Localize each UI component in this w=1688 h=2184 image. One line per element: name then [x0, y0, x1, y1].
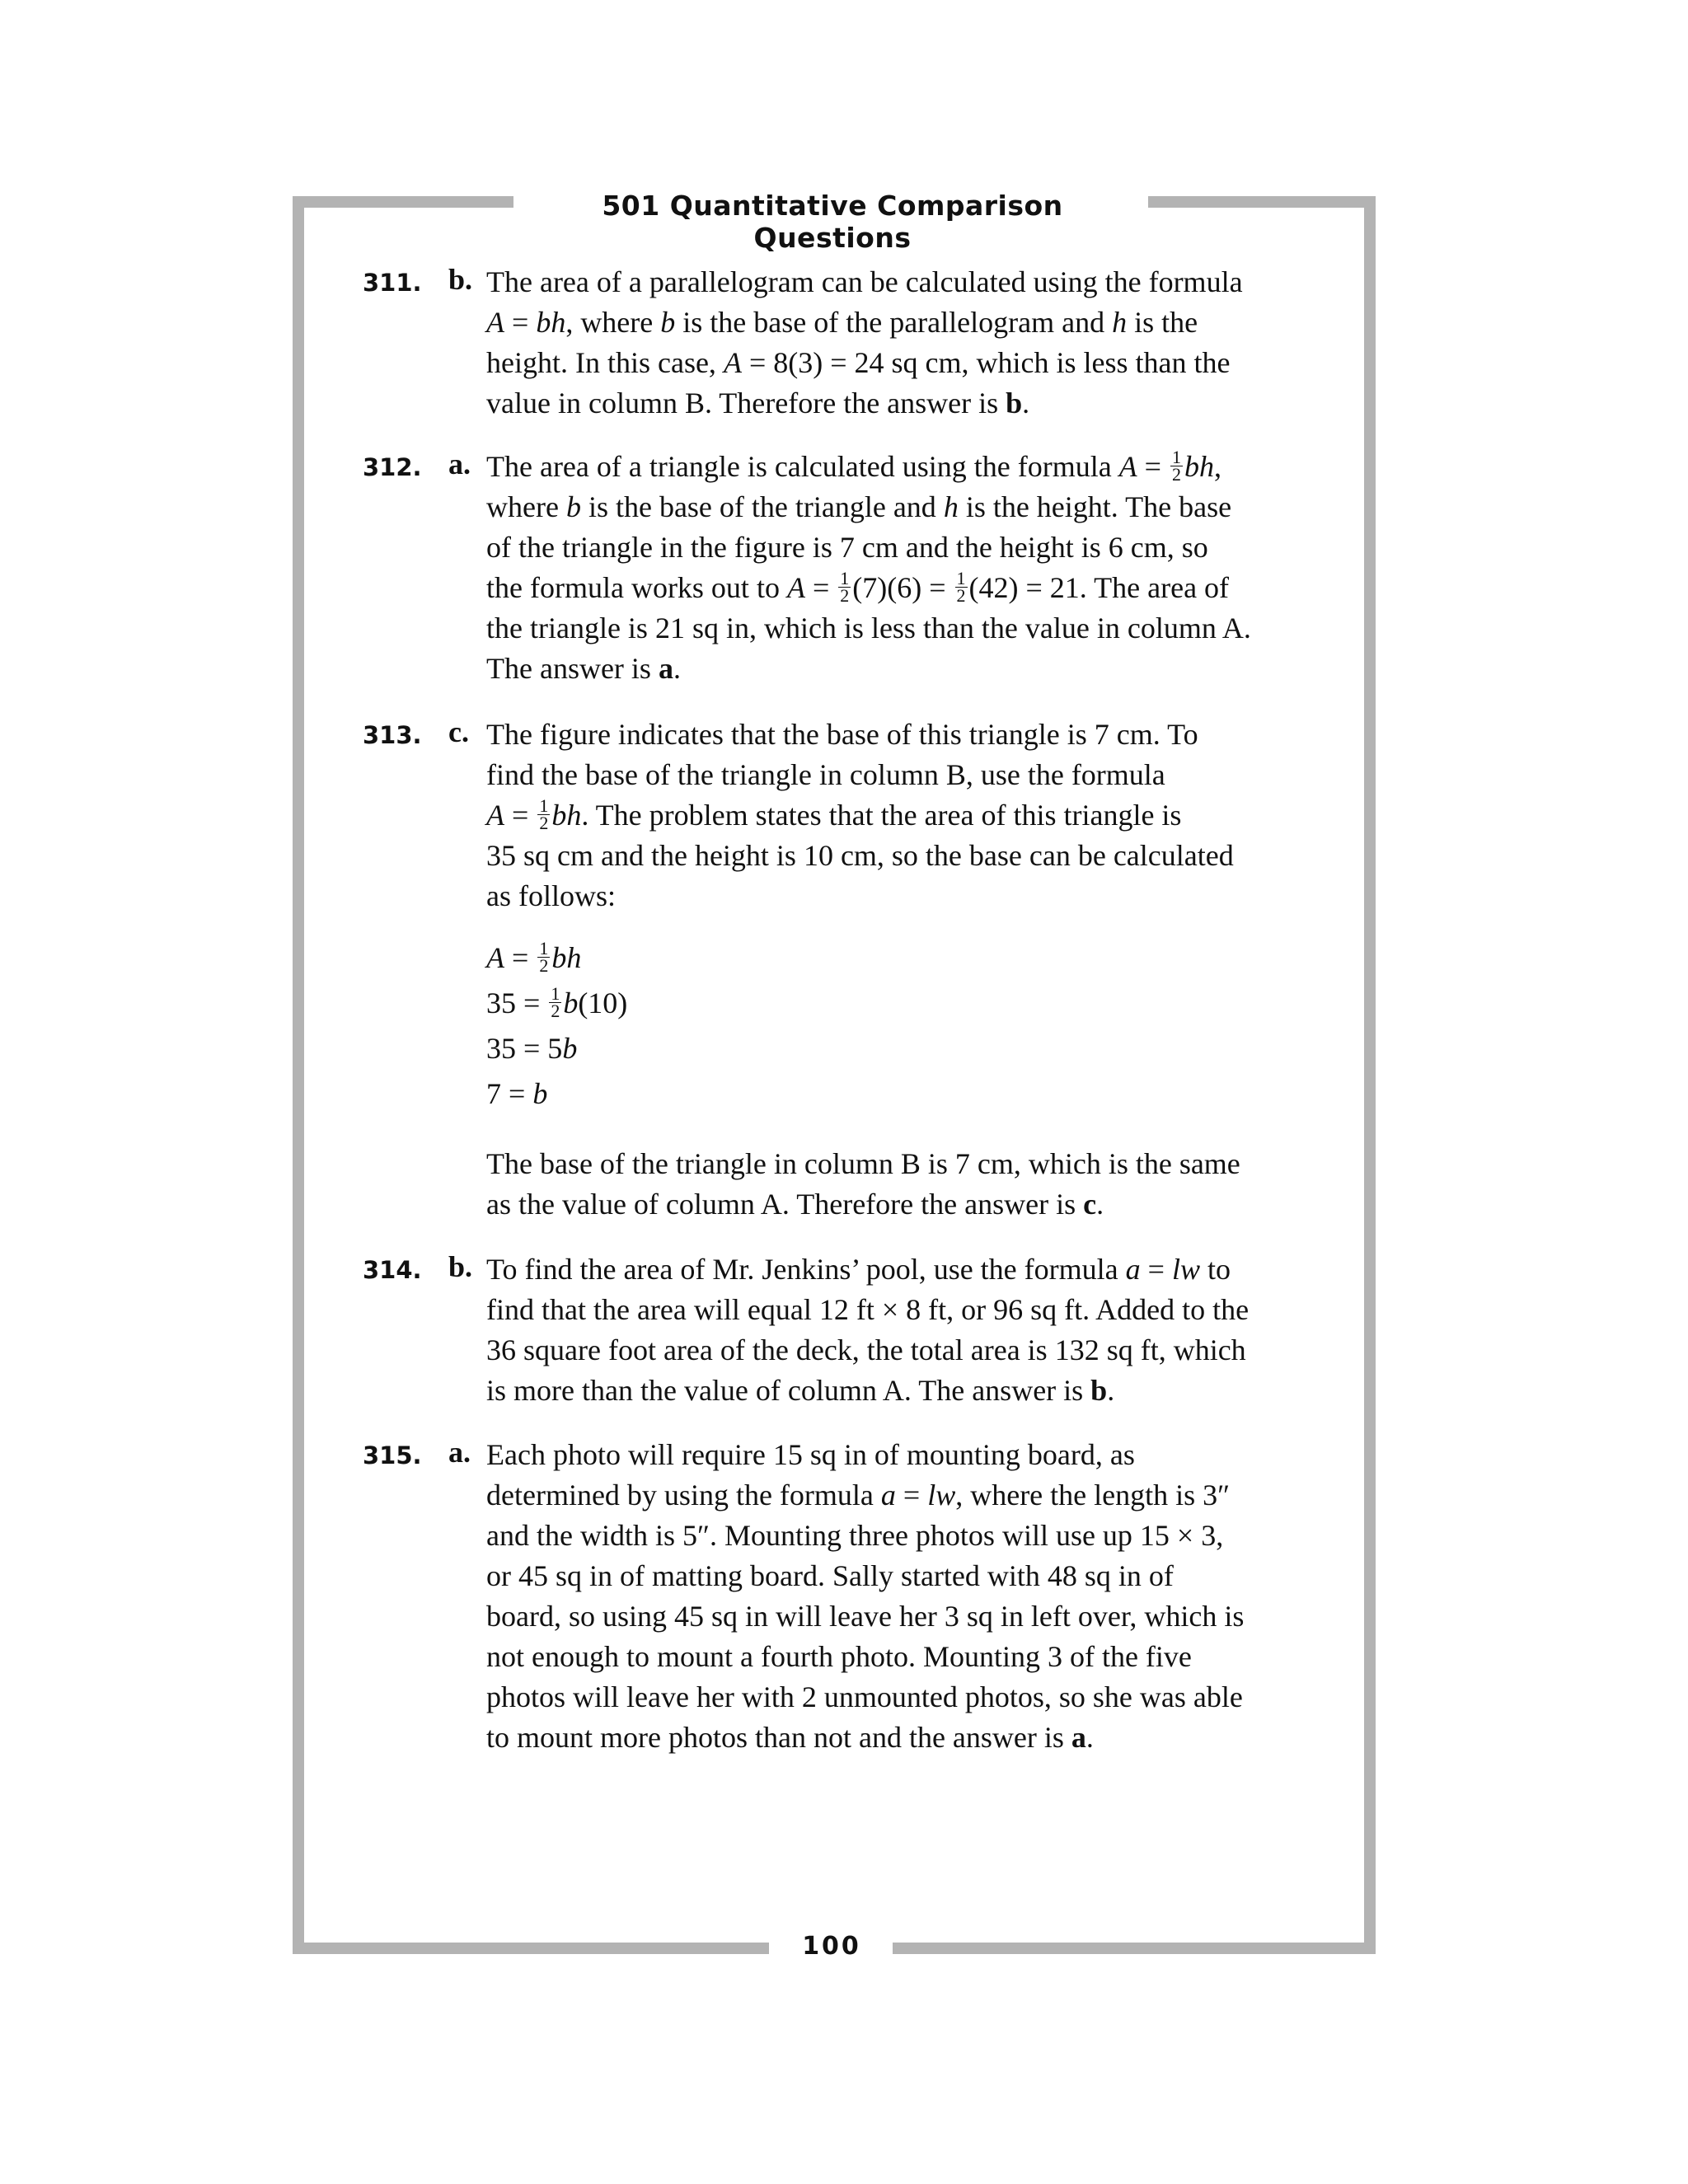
- answer-explanation-313: [486, 715, 1311, 916]
- answer-letter: c.: [448, 715, 469, 748]
- question-number: 313.: [363, 721, 422, 749]
- frame-top-right-border: [1148, 196, 1376, 208]
- question-number: 312.: [363, 453, 422, 481]
- answer-letter: a.: [448, 448, 471, 480]
- frame-bottom-left-border: [293, 1943, 769, 1954]
- text-line: where b is the base of the triangle and h is the height. The base: [486, 490, 1232, 523]
- equation-line: 7 = b: [486, 1077, 548, 1110]
- text-line: as the value of column A. Therefore the answer is c.: [486, 1188, 1104, 1221]
- frame-right-border: [1364, 196, 1376, 1954]
- fraction-one-half: $\frac{1}{2}$: [539, 795, 549, 834]
- answer-letter: a.: [448, 1436, 471, 1469]
- equation-line: 35 = 5b: [486, 1032, 578, 1065]
- text-line: and the width is 5″. Mounting three photos will use up 15 × 3,: [486, 1519, 1224, 1552]
- text-line: board, so using 45 sq in will leave her 3 sq in left over, which is: [486, 1600, 1245, 1633]
- text-line: determined by using the formula a = lw, where the length is 3″: [486, 1479, 1231, 1511]
- text-line: to mount more photos than not and the answer is a.: [486, 1721, 1094, 1754]
- page-number: 100: [802, 1932, 861, 1961]
- text-line: is more than the value of column A. The answer is b.: [486, 1374, 1115, 1407]
- text-line: the formula works out to A = $\frac{1}{2}$ (7)(6) = $\frac{1}{2}$ (42) = 21. The area of: [486, 568, 1230, 607]
- answer-explanation-314: [486, 1249, 1311, 1411]
- text-line: of the triangle in the figure is 7 cm and the height is 6 cm, so: [486, 531, 1208, 564]
- text-line: To find the area of Mr. Jenkins’ pool, use the formula a = lw to: [486, 1253, 1231, 1286]
- answer-explanation-312: [486, 447, 1311, 689]
- equation-block: [486, 935, 1311, 1117]
- frame-bottom-right-border: [893, 1943, 1376, 1954]
- equation-line: A = $\frac{1}{2}$ bh: [486, 938, 582, 977]
- text-line: A = bh, where b is the base of the parallelogram and h is the: [486, 306, 1198, 339]
- frame-top-left-border: [293, 196, 513, 208]
- question-number: 315.: [363, 1441, 422, 1469]
- text-line: 35 sq cm and the height is 10 cm, so the base can be calculated: [486, 839, 1234, 872]
- text-line: the triangle is 21 sq in, which is less than the value in column A.: [486, 612, 1251, 644]
- frame-left-border: [293, 196, 304, 1954]
- answer-explanation-315: [486, 1435, 1311, 1758]
- answer-conclusion-313: [486, 1144, 1311, 1225]
- running-header: 501 Quantitative Comparison Questions: [602, 190, 1063, 254]
- answer-letter: b.: [448, 263, 473, 296]
- fraction-one-half: $\frac{1}{2}$: [840, 568, 850, 607]
- text-line: The answer is a.: [486, 652, 681, 685]
- text-line: Each photo will require 15 sq in of mounting board, as: [486, 1438, 1135, 1471]
- answer-explanation-311: [486, 262, 1311, 424]
- equation-line: 35 = $\frac{1}{2}$ b(10): [486, 983, 628, 1022]
- text-line: photos will leave her with 2 unmounted photos, so she was able: [486, 1680, 1243, 1713]
- text-line: not enough to mount a fourth photo. Mounting 3 of the five: [486, 1640, 1192, 1673]
- question-number: 314.: [363, 1256, 422, 1284]
- text-line: or 45 sq in of matting board. Sally started with 48 sq in of: [486, 1559, 1174, 1592]
- text-line: value in column B. Therefore the answer is b.: [486, 387, 1030, 419]
- fraction-one-half: $\frac{1}{2}$: [1171, 447, 1181, 485]
- text-line: height. In this case, A = 8(3) = 24 sq cm, which is less than the: [486, 346, 1231, 379]
- text-line: The figure indicates that the base of this triangle is 7 cm. To: [486, 718, 1198, 751]
- text-line: A = $\frac{1}{2}$ bh. The problem states that the area of this triangle is: [486, 795, 1182, 834]
- fraction-one-half: $\frac{1}{2}$: [956, 568, 966, 607]
- text-line: as follows:: [486, 879, 616, 912]
- text-line: The base of the triangle in column B is 7 cm, which is the same: [486, 1147, 1240, 1180]
- answer-letter: b.: [448, 1250, 473, 1283]
- text-line: The area of a parallelogram can be calculated using the formula: [486, 265, 1243, 298]
- fraction-one-half: $\frac{1}{2}$: [539, 938, 549, 977]
- text-line: find the base of the triangle in column B, use the formula: [486, 758, 1165, 791]
- text-line: 36 square foot area of the deck, the total area is 132 sq ft, which: [486, 1333, 1246, 1366]
- question-number: 311.: [363, 269, 422, 297]
- text-line: The area of a triangle is calculated using the formula A = $\frac{1}{2}$ bh,: [486, 447, 1221, 485]
- fraction-one-half: $\frac{1}{2}$: [551, 983, 560, 1022]
- text-line: find that the area will equal 12 ft × 8 ft, or 96 sq ft. Added to the: [486, 1293, 1250, 1326]
